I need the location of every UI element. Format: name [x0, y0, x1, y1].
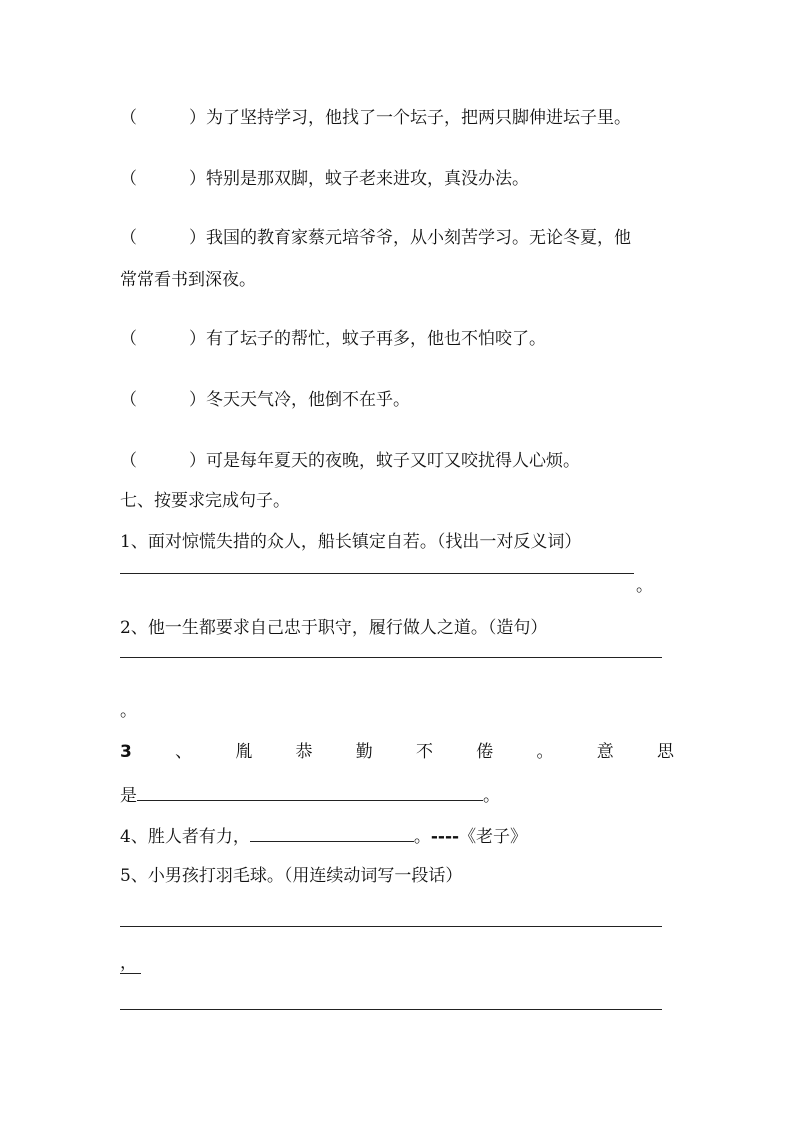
answer-line-q2[interactable] [120, 656, 662, 658]
q3-char: 恭 [295, 742, 313, 762]
order-item-text: 我国的教育家蔡元培爷爷，从小刻苦学习。无论冬夏，他 [206, 228, 631, 248]
q3-char: 不 [416, 742, 434, 762]
question-2: 2、他一生都要求自己忠于职守，履行做人之道。（造句） [120, 618, 548, 638]
q3-char: 思 [656, 742, 674, 762]
answer-paren-close: ） [189, 451, 206, 471]
order-item-3-continuation: 常常看书到深夜。 [120, 270, 256, 290]
question-5: 5、小男孩打羽毛球。（用连续动词写一段话） [120, 866, 463, 886]
q3-char: 3 [120, 742, 132, 762]
order-item-2 [120, 168, 529, 190]
answer-blank-q4[interactable] [250, 824, 414, 842]
q3-char: 胤 [235, 742, 253, 762]
order-item-6 [120, 450, 580, 472]
q3-char: 、 [175, 742, 193, 762]
order-item-1 [120, 107, 631, 129]
q3-char: 倦 [476, 742, 494, 762]
answer-line-q5-1[interactable] [120, 925, 662, 927]
section-heading: 七、按要求完成句子。 [120, 491, 290, 511]
answer-paren-open: （ [120, 451, 137, 471]
q3-char: 勤 [355, 742, 373, 762]
q5-comma-mark: ， [120, 953, 141, 974]
answer-end-period: 。 [120, 701, 137, 721]
q4-prefix: 4、胜人者有力， [120, 827, 250, 847]
answer-paren-open: （ [120, 228, 137, 248]
order-item-text: 有了坛子的帮忙，蚊子再多，他也不怕咬了。 [206, 329, 546, 349]
answer-paren-open: （ [120, 108, 137, 128]
q4-dashes: ---- [430, 827, 460, 847]
order-item-5 [120, 389, 410, 411]
answer-paren-close: ） [189, 108, 206, 128]
q3-char: 。 [536, 742, 554, 762]
answer-paren-open: （ [120, 329, 137, 349]
answer-paren-open: （ [120, 390, 137, 410]
answer-line-q5-2[interactable] [120, 1008, 662, 1010]
question-1: 1、面对惊慌失措的众人，船长镇定自若。（找出一对反义词） [120, 532, 582, 552]
q3-prefix: 是 [120, 786, 137, 806]
question-4 [120, 824, 527, 848]
answer-paren-close: ） [189, 390, 206, 410]
q4-source: 《老子》 [459, 827, 528, 847]
question-3-answer [120, 783, 500, 807]
q3-char: 意 [596, 742, 614, 762]
answer-paren-close: ） [189, 169, 206, 189]
order-item-4 [120, 328, 546, 350]
order-item-text: 特别是那双脚，蚊子老来进攻，真没办法。 [206, 169, 529, 189]
q5-comma [120, 952, 141, 974]
answer-end-period: 。 [636, 576, 653, 596]
order-item-text: 冬天天气冷，他倒不在乎。 [206, 390, 410, 410]
question-3 [120, 741, 674, 763]
answer-blank-q3[interactable] [137, 783, 483, 801]
order-item-text: 可是每年夏天的夜晚，蚊子又叮又咬扰得人心烦。 [206, 451, 580, 471]
answer-end-period: 。 [483, 786, 500, 806]
answer-paren-close: ） [189, 228, 206, 248]
order-item-3 [120, 227, 631, 249]
answer-line-q1[interactable] [120, 572, 634, 574]
answer-end-period: 。 [413, 827, 431, 847]
order-item-text: 为了坚持学习，他找了一个坛子，把两只脚伸进坛子里。 [206, 108, 631, 128]
answer-paren-close: ） [189, 329, 206, 349]
answer-paren-open: （ [120, 169, 137, 189]
